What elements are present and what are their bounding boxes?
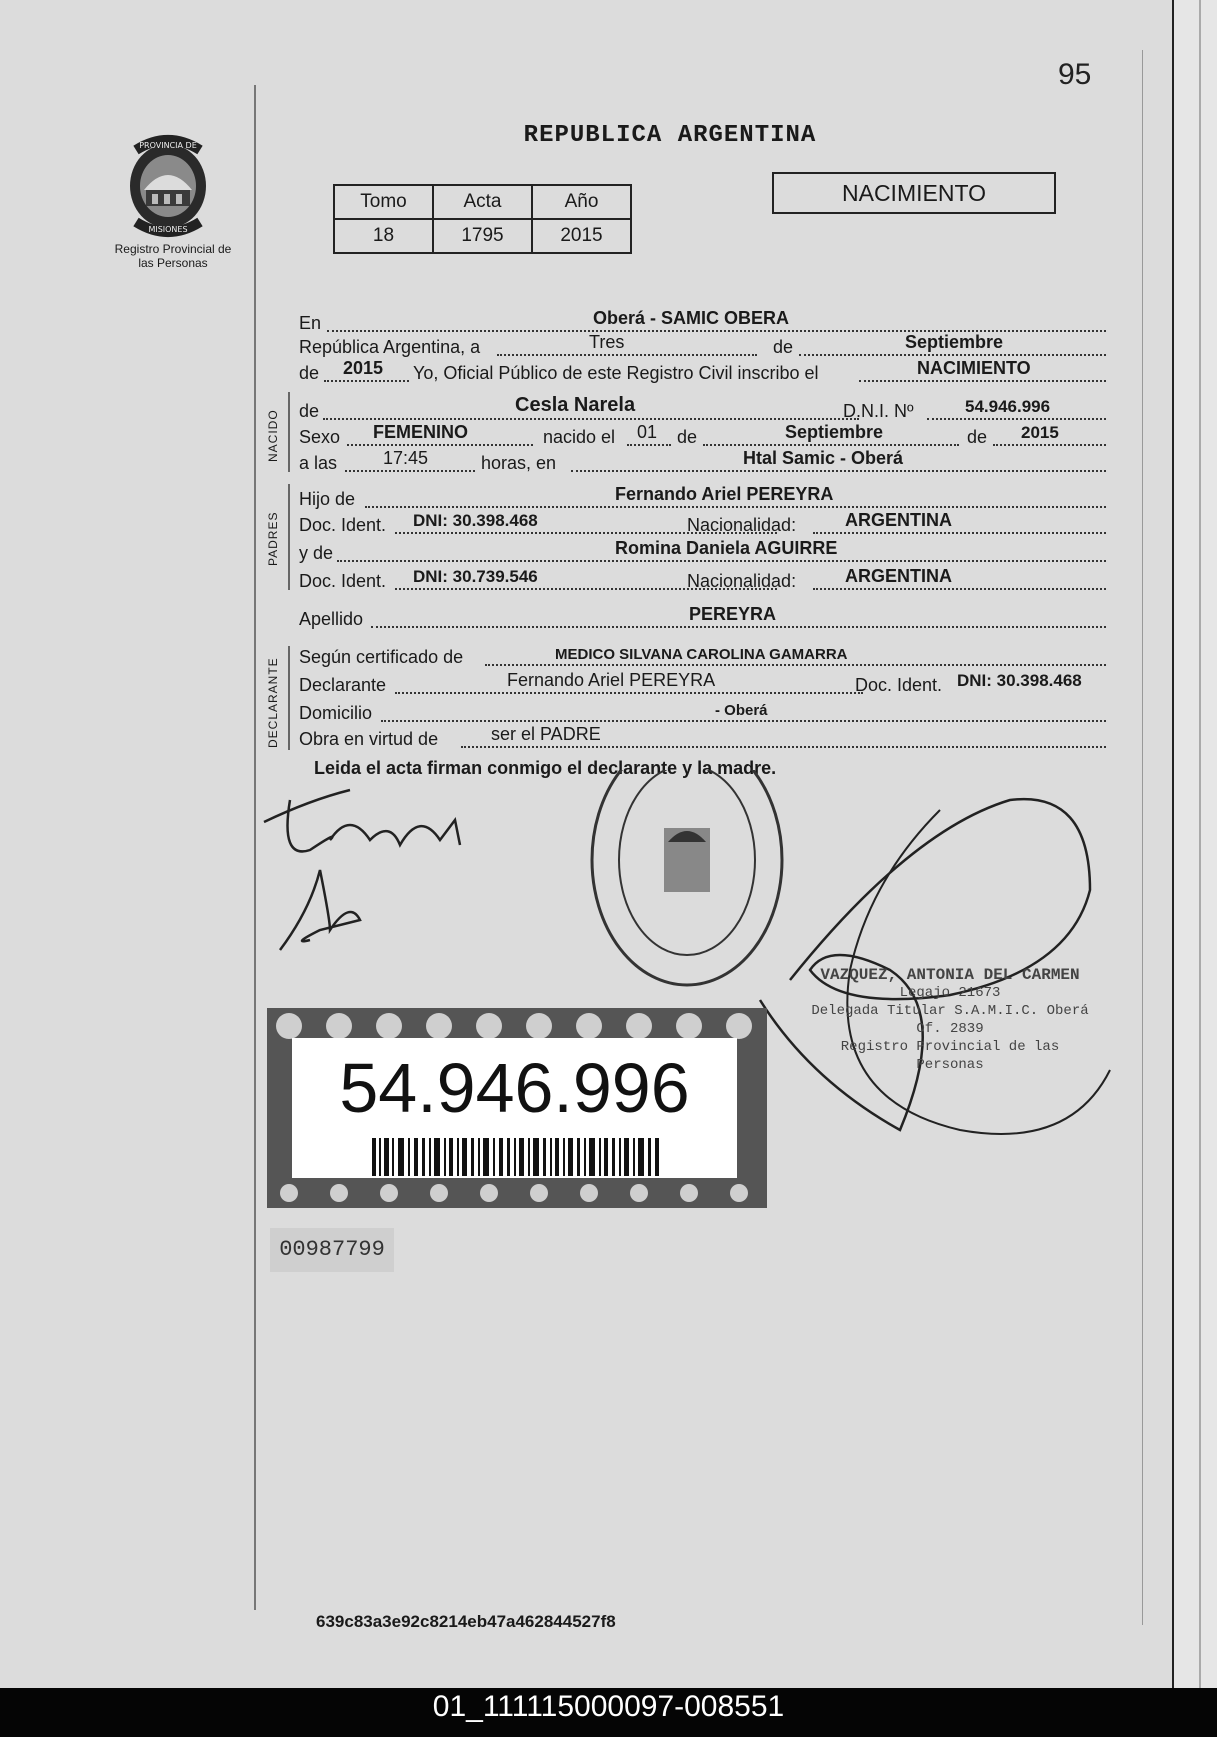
declarante-doc-value: DNI: 30.398.468 [957, 671, 1082, 690]
form-row-registry [299, 360, 1106, 384]
certificado-label: Según certificado de [299, 647, 464, 667]
barcode-number: 54.946.996 [339, 1049, 690, 1127]
barcode-label [292, 1038, 737, 1178]
dotted-line [337, 560, 1106, 562]
birth-day-value: 01 [637, 422, 658, 442]
birth-time-value: 17:45 [383, 448, 429, 468]
padres-row-mother [299, 540, 1106, 564]
father-name-value: Fernando Ariel PEREYRA [615, 484, 834, 504]
birth-month-value: Septiembre [785, 422, 884, 442]
year-value: 2015 [343, 358, 384, 378]
doc-label: Doc. Ident. [855, 675, 943, 695]
document-hash: 639c83a3e92c8214eb47a462844527f8 [316, 1612, 616, 1631]
de-label: de [967, 427, 988, 447]
dotted-line [485, 664, 1106, 666]
yde-label: y de [299, 543, 334, 563]
dotted-line [345, 470, 475, 472]
dotted-line [859, 380, 1106, 382]
declarante-row-name [299, 672, 1106, 696]
record-table-header: Tomo [334, 185, 433, 219]
form-row-place [299, 310, 1106, 334]
nacionalidad-label: Nacionalidad: [687, 571, 797, 591]
birth-year-value: 2015 [1021, 423, 1059, 442]
registry-label: Registro Provincial de las Personas [114, 242, 232, 270]
file-identifier: 01_111115000097-008551 [432, 1690, 785, 1723]
month-text-value: Septiembre [905, 332, 1004, 352]
barcode-bars-icon [372, 1138, 662, 1176]
record-table-header: Acta [433, 185, 532, 219]
place-value: Oberá - SAMIC OBERA [593, 308, 790, 328]
padres-row-father-doc [299, 512, 1106, 536]
de-label: de [773, 337, 794, 357]
registry-text: Yo, Oficial Público de este Registro Civil inscribo el [413, 363, 819, 383]
dotted-line [365, 506, 1106, 508]
dotted-line [381, 720, 1106, 722]
sexo-label: Sexo [299, 427, 341, 447]
father-doc-value: DNI: 30.398.468 [413, 511, 538, 530]
document-title: REPUBLICA ARGENTINA [523, 122, 817, 149]
republica-label: República Argentina, a [299, 337, 481, 357]
form-row-date [299, 334, 1106, 358]
domicilio-label: Domicilio [299, 703, 373, 723]
hijo-label: Hijo de [299, 489, 356, 509]
declarante-side-label: DECLARANTE [266, 657, 280, 748]
official-role: Delegada Titular S.A.M.I.C. Oberá Of. 2839 [811, 1003, 1089, 1037]
right-margin-rule [1142, 50, 1143, 1625]
record-table-value: 18 [334, 219, 433, 253]
declarante-name-value: Fernando Ariel PEREYRA [507, 670, 716, 690]
dotted-line [927, 418, 1106, 420]
record-table-value: 2015 [532, 219, 631, 253]
dotted-line [627, 444, 671, 446]
dotted-line [324, 380, 409, 382]
padres-row-mother-doc [299, 568, 1106, 592]
doc-label: Doc. Ident. [299, 515, 387, 535]
declarante-label: Declarante [299, 675, 387, 695]
official-stamp [810, 966, 1090, 1074]
emblem-bottom-text: MISIONES [148, 225, 188, 234]
page-number: 95 [1058, 58, 1092, 91]
padres-row-father [299, 486, 1106, 510]
official-legajo: Legajo 21673 [899, 985, 1001, 1001]
day-text-value: Tres [589, 332, 625, 352]
mother-nationality-value: ARGENTINA [845, 566, 952, 586]
de-label: de [299, 401, 320, 421]
declarante-row-obra [299, 726, 1106, 750]
father-nationality-value: ARGENTINA [845, 510, 952, 530]
dotted-line [703, 444, 959, 446]
mother-signature [280, 870, 360, 950]
dotted-line [993, 444, 1106, 446]
record-type-box: NACIMIENTO [772, 172, 1056, 214]
adjacent-page-edge [1172, 0, 1217, 1688]
nacido-el-label: nacido el [543, 427, 616, 447]
mother-doc-value: DNI: 30.739.546 [413, 567, 538, 586]
record-table-value-row [334, 219, 631, 253]
dotted-line [347, 444, 533, 446]
de-label: de [677, 427, 698, 447]
dotted-line [395, 692, 863, 694]
stamp-number: 00987799 [270, 1228, 394, 1272]
birth-place-value: Htal Samic - Oberá [743, 448, 904, 468]
apellido-row [299, 606, 1106, 630]
nacido-row-sex [299, 424, 1106, 448]
dotted-line [497, 354, 757, 356]
child-name-value: Cesla Narela [515, 394, 636, 416]
record-table-header-row [334, 185, 631, 219]
registry-seal [592, 770, 782, 985]
record-table-header: Año [532, 185, 631, 219]
declarante-row-certificate [299, 644, 1106, 668]
dotted-line [813, 588, 1106, 590]
official-institution: Registro Provincial de las Personas [840, 1039, 1060, 1073]
registry-type-value: NACIMIENTO [917, 358, 1031, 378]
nacido-row-time [299, 450, 1106, 474]
official-name: VAZQUEZ, ANTONIA DEL CARMEN [820, 966, 1080, 984]
horas-label: horas, en [481, 453, 557, 473]
dotted-line [571, 470, 1106, 472]
alas-label: a las [299, 453, 338, 473]
obra-label: Obra en virtud de [299, 729, 439, 749]
dotted-line [813, 532, 1106, 534]
declarante-row-domicilio [299, 700, 1106, 724]
record-table-value: 1795 [433, 219, 532, 253]
apellido-value: PEREYRA [689, 604, 777, 624]
emblem-top-text: PROVINCIA DE [139, 141, 197, 150]
apellido-label: Apellido [299, 609, 364, 629]
child-dni-value: 54.946.996 [965, 397, 1051, 416]
section-bracket [288, 484, 290, 590]
dotted-line [799, 354, 1106, 356]
nacionalidad-label: Nacionalidad: [687, 515, 797, 535]
dotted-line [323, 418, 859, 420]
official-signature [760, 799, 1090, 1130]
padres-side-label: PADRES [266, 511, 280, 566]
obra-value: ser el PADRE [491, 724, 601, 744]
doc-label: Doc. Ident. [299, 571, 387, 591]
nacido-row-name [299, 394, 1106, 422]
dni-label: D.N.I. Nº [843, 401, 914, 421]
dotted-line [461, 746, 1106, 748]
section-bracket [288, 392, 290, 472]
nacido-side-label: NACIDO [266, 409, 280, 462]
year-prefix-label: de [299, 363, 320, 383]
certificado-value: MEDICO SILVANA CAROLINA GAMARRA [555, 646, 848, 663]
dotted-line [371, 626, 1106, 628]
sexo-value: FEMENINO [373, 422, 469, 442]
record-table [333, 184, 632, 254]
barcode-sticker [267, 1008, 767, 1208]
domicilio-value: - Oberá [715, 702, 768, 719]
mother-name-value: Romina Daniela AGUIRRE [615, 538, 838, 558]
declarant-signature [264, 790, 460, 851]
closing-statement: Leida el acta firman conmigo el declarante y la madre. [314, 758, 777, 778]
coat-of-arms-icon [122, 130, 214, 240]
en-label: En [299, 313, 322, 333]
section-bracket [288, 646, 290, 750]
